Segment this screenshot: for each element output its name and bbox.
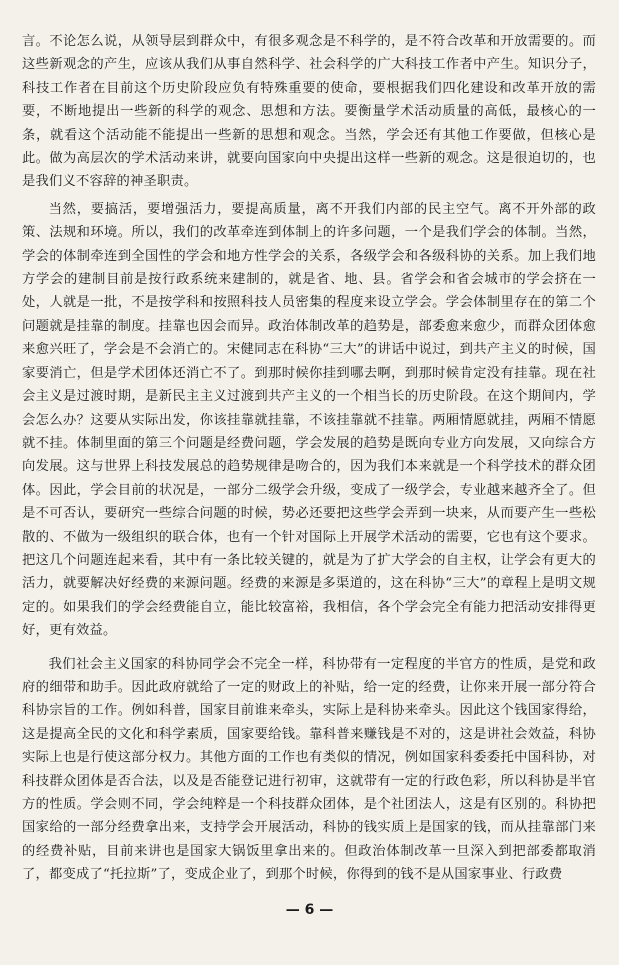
paragraph-3: 我们社会主义国家的科协同学会不完全一样，科协带有一定程度的半官方的性质，是党和政府的细带和助手。因此政府就给了一定的财政上的补贴，给一定的经费，让你来开展一部分符合科协宗旨的工作。例如科普，国家目前谁来牵头，实际上是科协来牵头。因此这个钱国家得给，这是提高全民的文化和科学素质，国家要给钱。靠科普来赚钱是不对的，这是讲社会效益，科协实际上也是行使这部分权力。其他方面的工作也有类似的情况，例如国家科委委托中国科协，对科技群众团体是否合法，以及是否能登记进行初审，这就带有一定的行政色彩，所以科协是半官方的性质。学会则不同，学会纯粹是一个科技群众团体，是个社团法人，这是有区别的。科协把国家给的一部分经费拿出来，支持学会开展活动，科协的钱实质上是国家的钱，而从挂靠部门来的经费补贴，目前来讲也是国家大锅饭里拿出来的。但政治体制改革一旦深入到把部委都取消了，都变成了“托拉斯”了，变成企业了，到那个时候，你得到的钱不是从国家事业、行政费 xyxy=(22,656,596,883)
paragraph-2: 当然，要搞活，要增强活力，要提高质量，离不开我们内部的民主空气。离不开外部的政策、法规和环境。所以，我们的改革牵连到体制上的许多问题，一个是我们学会的体制。当然，学会的体制牵连到全国性的学会和地方性学会的关系，各级学会和各级科协的关系。加上我们地方学会的建制目前是按行政系统来建制的，就是省、地、县。省学会和省会城市的学会挤在一处，人就是一批，不是按学科和按照科技人员密集的程度来设立学会。学会体制里存在的第二个问题就是挂靠的制度。挂靠也因会而异。政治体制改革的趋势是，部委愈来愈少，而群众团体愈来愈兴旺了，学会是不会消亡的。宋健同志在科协“三大”的讲话中说过，到共产主义的时候，国家要消亡，但是学术团体还消亡不了。到那时候你挂到哪去啊，到那时候肯定没有挂靠。现在社会主义是过渡时期，是新民主主义过渡到共产主义的一个相当长的历史阶段。在这个期间内，学会怎么办？这要从实际出发，你该挂靠就挂靠，不该挂靠就不挂靠。两厢情愿就挂，两厢不情愿就不挂。体制里面的第三个问题是经费问题，学会发展的趋势是既向专业方向发展，又向综合方向发展。这与世界上科技发展总的趋势规律是吻合的，因为我们本来就是一个科学技术的群众团体。因此，学会目前的状况是，一部分二级学会升级，变成了一级学会，专业越来越齐全了。但是不可否认，要研究一些综合问题的时候，势必还要把这些学会弄到一块来，从而要产生一些松散的、不做为一级组织的联合体，也有一个针对国际上开展学术活动的需要，它也有这个要求。把这几个问题连起来看，其中有一条比较关键的，就是为了扩大学会的自主权，让学会有更大的活力，就要解决好经费的来源问题。经费的来源是多渠道的，这在科协“三大”的章程上是明文规定的。如果我们的学会经费能自立，能比较富裕，我相信，各个学会完全有能力把活动安排得更好，更有效益。 xyxy=(22,201,596,639)
page-number: — 6 — xyxy=(285,902,334,918)
document-page xyxy=(22,30,596,887)
paragraph-1: 言。不论怎么说，从领导层到群众中，有很多观念是不科学的，是不符合改革和开放需要的。而这些新观念的产生，应该从我们从事自然科学、社会科学的广大科技工作者中产生。知识分子，科技工作者在目前这个历史阶段应负有特殊重要的使命，要根据我们四化建设和改革开放的需要，不断地提出一些新的科学的观念、思想和方法。要衡量学术活动质量的高低，最核心的一条，就看这个活动能不能提出一些新的思想和观念。当然，学会还有其他工作要做，但核心是此。做为高层次的学术活动来讲，就要向国家向中央提出这样一些新的观念。这是很迫切的，也是我们义不容辞的神圣职责。 xyxy=(22,34,596,190)
